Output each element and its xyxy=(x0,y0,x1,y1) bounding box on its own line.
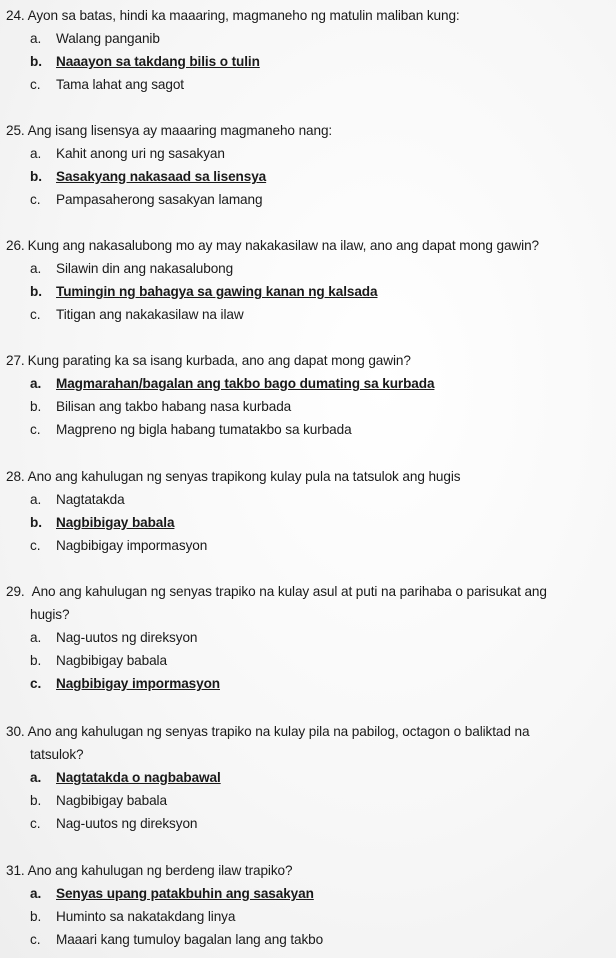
choice-b-correct xyxy=(30,53,260,71)
choice-letter: b. xyxy=(30,793,42,808)
choice-text: Tumingin ng bahagya sa gawing kanan ng kalsada xyxy=(56,284,378,299)
choice-a xyxy=(30,145,225,163)
choice-letter: b. xyxy=(30,284,42,299)
choice-letter: a. xyxy=(30,31,42,46)
choice-text: Huminto sa nakatakdang linya xyxy=(56,909,236,924)
choice-letter: a. xyxy=(30,376,42,391)
choice-text: Magpreno ng bigla habang tumatakbo sa kurbada xyxy=(56,422,352,437)
choice-letter: b. xyxy=(30,909,42,924)
choice-letter: c. xyxy=(30,192,41,207)
choice-text: Nagbibigay babala xyxy=(56,793,167,808)
choice-b xyxy=(30,398,291,416)
choice-text: Sasakyang nakasaad sa lisensya xyxy=(56,169,267,184)
choice-b-correct xyxy=(30,168,266,186)
choice-text: Nagbibigay impormasyon xyxy=(56,676,220,691)
choice-a-correct xyxy=(30,375,434,393)
choice-a-correct xyxy=(30,885,314,903)
choice-text: Pampasaherong sasakyan lamang xyxy=(56,192,263,207)
question-text: Kung ang nakasalubong mo ay may nakakasilaw na ilaw, ano ang dapat mong gawin? xyxy=(27,238,539,253)
choice-letter: b. xyxy=(30,653,42,668)
choice-c xyxy=(30,815,197,833)
choice-text: Bilisan ang takbo habang nasa kurbada xyxy=(56,399,292,414)
question-prompt xyxy=(6,862,292,880)
choice-a xyxy=(30,260,233,278)
question-text: Ano ang kahulugan ng berdeng ilaw trapiko? xyxy=(27,863,293,878)
choice-a xyxy=(30,491,125,509)
question-prompt xyxy=(6,7,460,25)
choice-letter: a. xyxy=(30,630,42,645)
choice-letter: a. xyxy=(30,146,42,161)
choice-text: Tama lahat ang sagot xyxy=(56,77,184,92)
question-number: 26. xyxy=(6,238,25,253)
choice-a xyxy=(30,30,160,48)
choice-c-correct xyxy=(30,675,220,693)
choice-letter: c. xyxy=(30,932,41,947)
choice-text: Magmarahan/bagalan ang takbo bago dumating sa kurbada xyxy=(56,376,435,391)
question-number: 27. xyxy=(6,353,25,368)
choice-letter: c. xyxy=(30,77,41,92)
question-text-line2: hugis? xyxy=(30,607,70,622)
choice-c xyxy=(30,306,244,324)
choice-letter: a. xyxy=(30,770,42,785)
question-text: Ano ang kahulugan ng senyas trapikong kulay pula na tatsulok ang hugis xyxy=(27,469,461,484)
choice-b xyxy=(30,652,167,670)
question-number: 31. xyxy=(6,863,25,878)
choice-text: Senyas upang patakbuhin ang sasakyan xyxy=(56,886,314,901)
question-text: Ano ang kahulugan ng senyas trapiko na kulay pila na pabilog, octagon o baliktad na xyxy=(27,724,530,739)
choice-letter: a. xyxy=(30,492,42,507)
question-text: Ayon sa batas, hindi ka maaaring, magmaneho ng matulin maliban kung: xyxy=(27,8,460,23)
choice-text: Nagtatakda xyxy=(56,492,125,507)
question-prompt xyxy=(6,237,539,255)
choice-text: Nag-uutos ng direksyon xyxy=(56,816,198,831)
choice-c xyxy=(30,931,323,949)
choice-b-correct xyxy=(30,514,174,532)
choice-b-correct xyxy=(30,283,377,301)
question-prompt xyxy=(6,352,411,370)
question-text: Kung parating ka sa isang kurbada, ano ang dapat mong gawin? xyxy=(27,353,411,368)
choice-c xyxy=(30,76,184,94)
choice-letter: c. xyxy=(30,307,41,322)
choice-a xyxy=(30,629,197,647)
choice-text: Kahit anong uri ng sasakyan xyxy=(56,146,225,161)
choice-letter: c. xyxy=(30,538,41,553)
question-prompt xyxy=(6,583,547,601)
choice-a-correct xyxy=(30,769,221,787)
question-number: 30. xyxy=(6,724,25,739)
choice-letter: a. xyxy=(30,261,42,276)
choice-text: Silawin din ang nakasalubong xyxy=(56,261,234,276)
choice-text: Nagtatakda o nagbabawal xyxy=(56,770,221,785)
choice-b xyxy=(30,908,235,926)
question-prompt xyxy=(6,468,460,486)
choice-c xyxy=(30,191,262,209)
question-prompt-continued xyxy=(30,606,69,624)
choice-letter: b. xyxy=(30,399,42,414)
choice-c xyxy=(30,421,352,439)
question-number: 28. xyxy=(6,469,25,484)
question-number: 24. xyxy=(6,8,25,23)
choice-letter: b. xyxy=(30,515,42,530)
choice-text: Walang panganib xyxy=(56,31,160,46)
question-text-line2: tatsulok? xyxy=(30,747,84,762)
choice-b xyxy=(30,792,167,810)
choice-text: Nag-uutos ng direksyon xyxy=(56,630,198,645)
choice-text: Titigan ang nakakasilaw na ilaw xyxy=(56,307,244,322)
question-prompt xyxy=(6,723,529,741)
choice-letter: c. xyxy=(30,816,41,831)
choice-c xyxy=(30,537,207,555)
choice-letter: b. xyxy=(30,169,42,184)
question-number: 25. xyxy=(6,123,25,138)
question-number: 29. xyxy=(6,584,25,599)
choice-letter: c. xyxy=(30,422,41,437)
choice-text: Nagbibigay babala xyxy=(56,515,175,530)
question-text: Ang isang lisensya ay maaaring magmaneho nang: xyxy=(27,123,333,138)
question-text: Ano ang kahulugan ng senyas trapiko na kulay asul at puti na parihaba o parisukat ang xyxy=(31,584,547,599)
choice-text: Maaari kang tumuloy bagalan lang ang takbo xyxy=(56,932,324,947)
choice-letter: c. xyxy=(30,676,42,691)
choice-text: Nagbibigay babala xyxy=(56,653,167,668)
question-prompt xyxy=(6,122,332,140)
choice-text: Naaayon sa takdang bilis o tulin xyxy=(56,54,260,69)
choice-text: Nagbibigay impormasyon xyxy=(56,538,208,553)
choice-letter: a. xyxy=(30,886,42,901)
question-prompt-continued xyxy=(30,746,84,764)
choice-letter: b. xyxy=(30,54,42,69)
